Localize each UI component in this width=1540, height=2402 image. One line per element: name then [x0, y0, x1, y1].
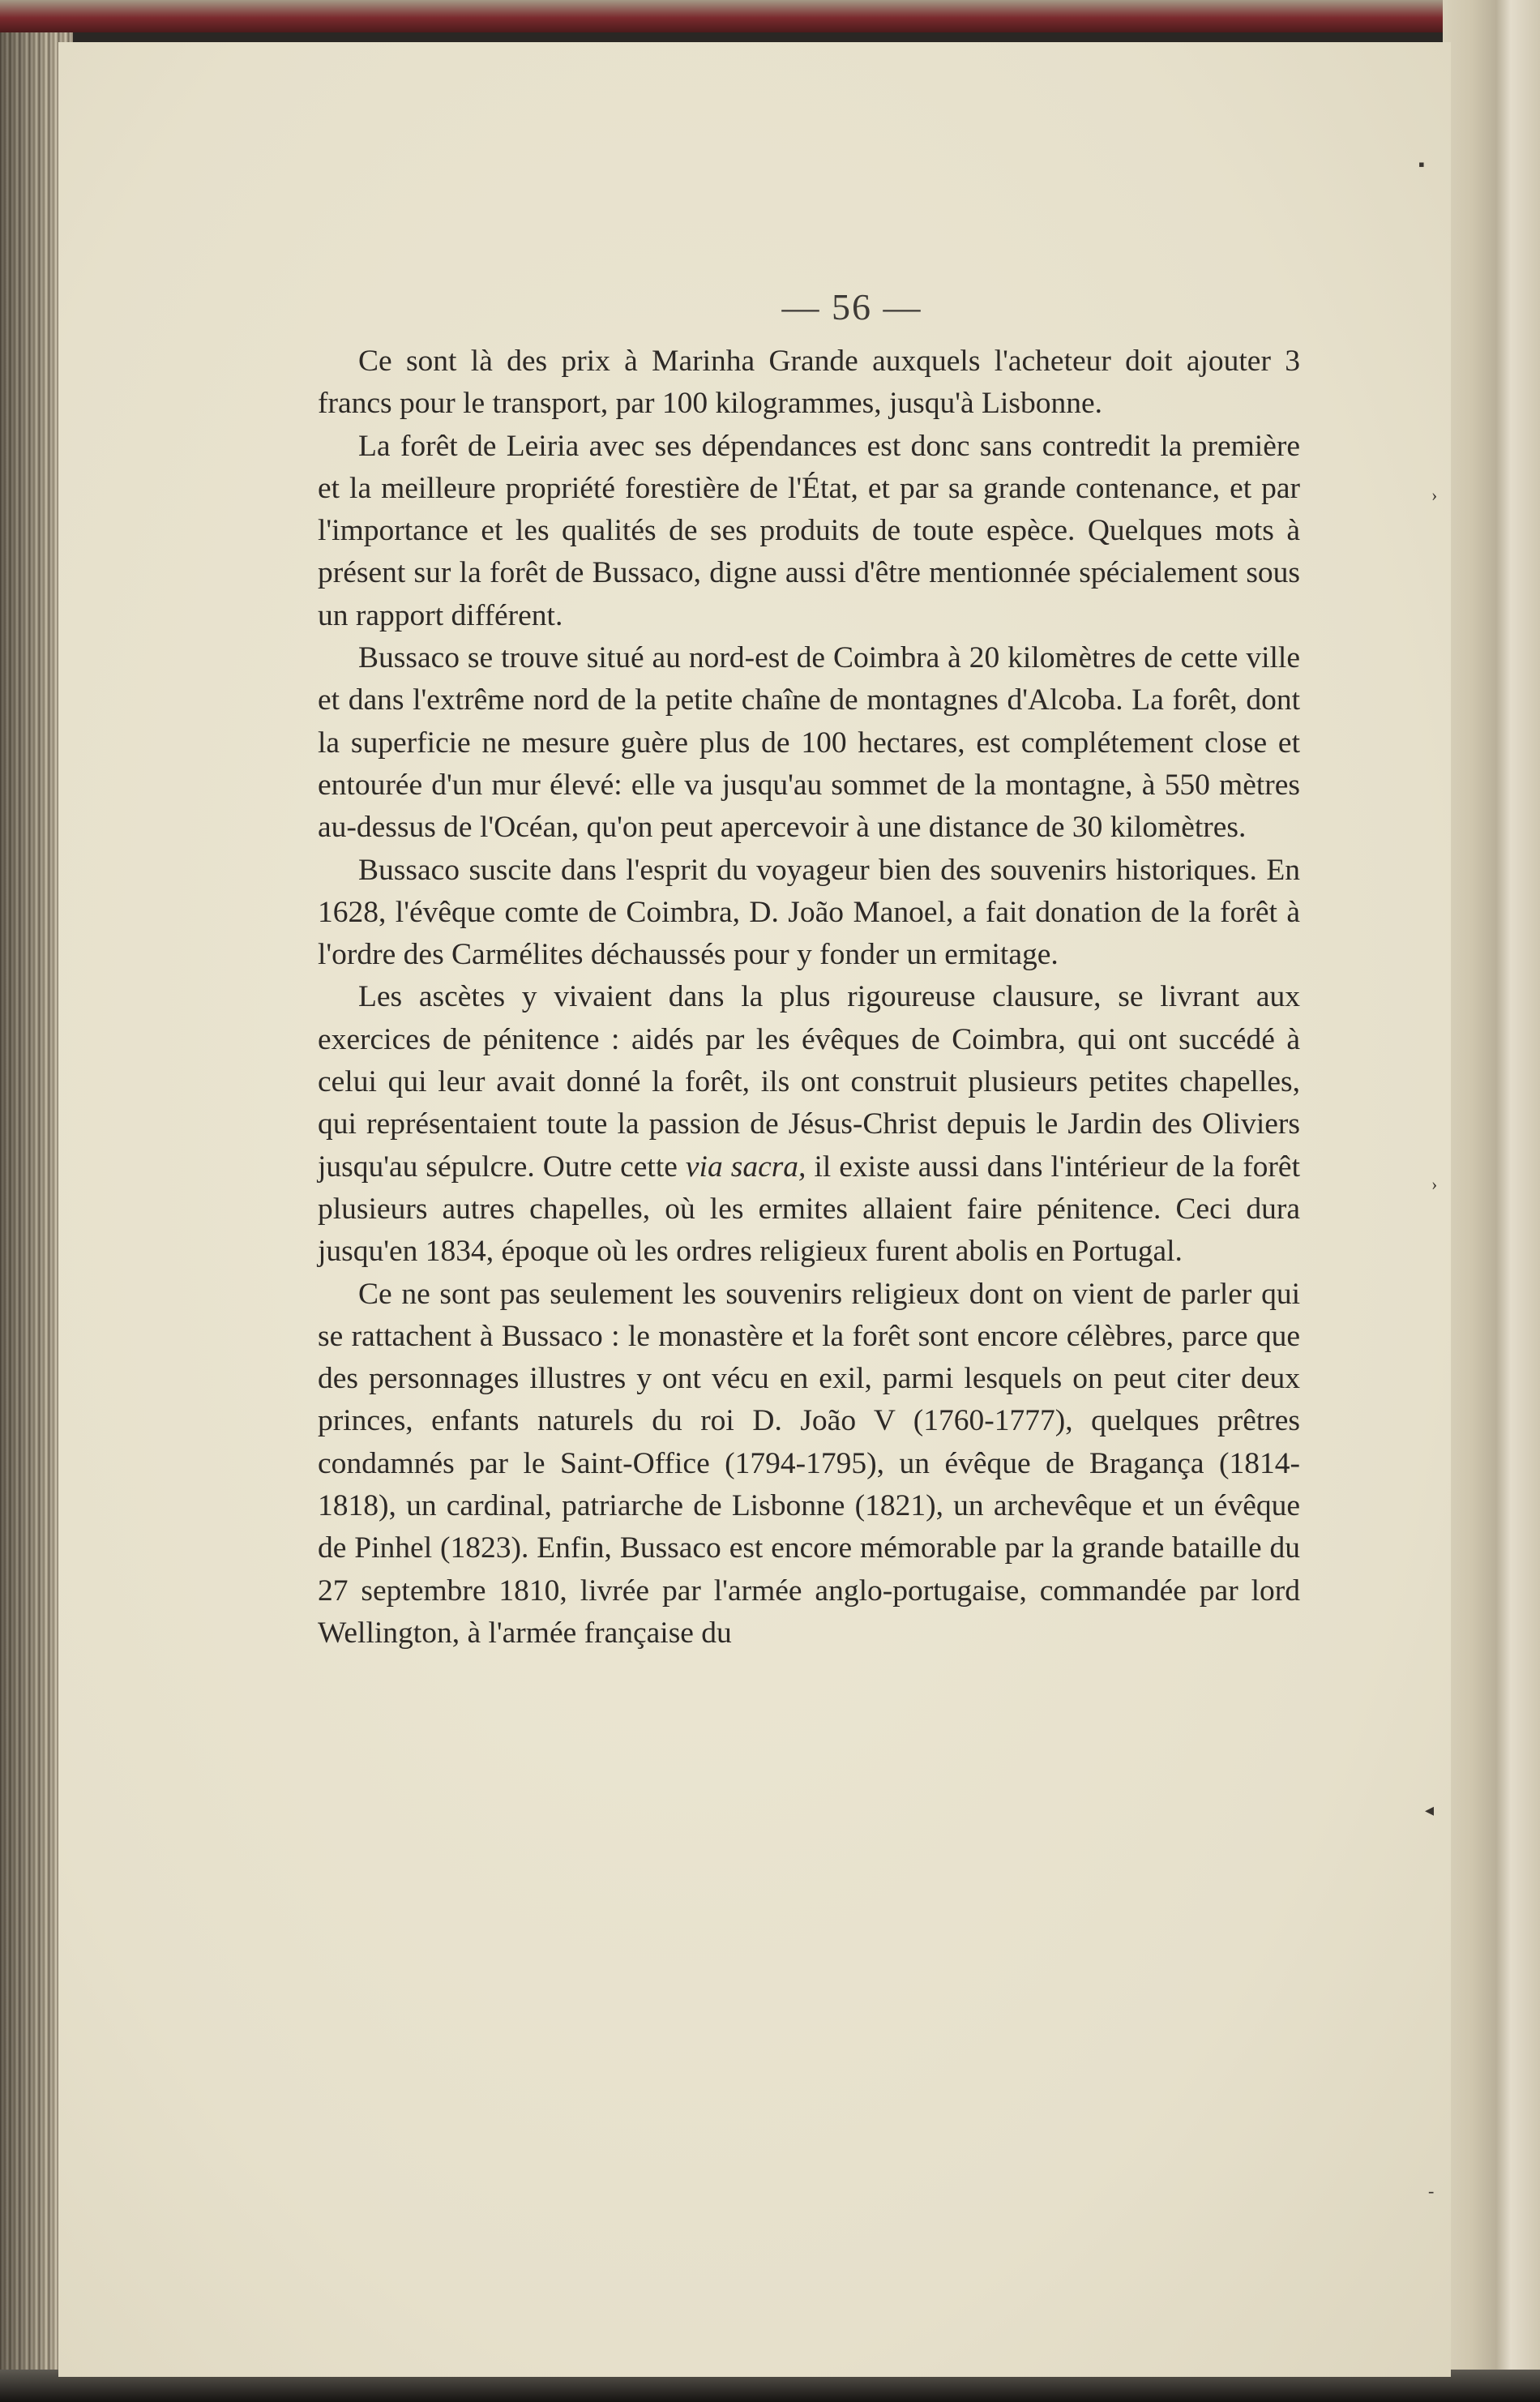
body-text	[318, 340, 1300, 1655]
paragraph: Bussaco suscite dans l'esprit du voyageur bien des souvenirs historiques. En 1628, l'évêque comte de Coimbra, D. João Manoel, a fait donation de la forêt à l'ordre des Carmélites déchaussés pour y fonder un ermitage.	[318, 853, 1300, 972]
margin-mark: ›	[1431, 1174, 1438, 1194]
margin-mark: ›	[1431, 485, 1438, 505]
paragraph: Ce ne sont pas seulement les souvenirs religieux dont on vient de parler qui se rattachent à Bussaco : le monastère et la forêt sont encore célèbres, parce que des personnages illustres y ont vécu en exil, parmi lesquels on peut citer deux princes, enfants naturels du roi D. João V (1760-1777), quelques prêtres condamnés par le Saint-Office (1794-1795), un évêque de Bragança (1814-1818), un cardinal, patriarche de Lisbonne (1821), un archevêque et un évêque de Pinhel (1823). Enfin, Bussaco est encore mémorable par la grande bataille du 27 septembre 1810, livrée par l'armée anglo-portugaise, commandée par lord Wellington, à l'armée française du	[318, 1277, 1300, 1650]
page-number: — 56 —	[156, 285, 1540, 328]
margin-mark: ◂	[1425, 1800, 1435, 1820]
paragraph	[318, 976, 1300, 1273]
scan-right-edge	[1443, 0, 1540, 2402]
paragraph: La forêt de Leiria avec ses dépendances est donc sans contredit la première et la meilleure propriété forestière de l'État, et par sa grande contenance, et par l'importance et les qualités de ses produits de toute espèce. Quelques mots à présent sur la forêt de Bussaco, digne aussi d'être mentionnée spécialement sous un rapport différent.	[318, 429, 1300, 632]
margin-mark: ‑	[1428, 2181, 1435, 2201]
paragraph-text: il existe aussi dans l'intérieur de la forêt plusieurs autres chapelles, où les ermites allaient faire pénitence. Ceci dura jusqu'en 1834, époque où les ordres religieux furent abolis en Portugal.	[318, 1150, 1300, 1269]
italic-phrase: via sacra,	[685, 1150, 806, 1184]
paragraph-text: Les ascètes y vivaient dans la plus rigoureuse clausure, se livrant aux exercices de pénitence : aidés par les évêques de Coimbra, qui ont succédé à celui qui leur avait donné la forêt, ils ont construit plusieurs petites chapelles, qui représentaient toute la passion de Jésus-Christ depuis le Jardin des Oliviers jusqu'au sépulcre. Outre cette	[318, 980, 1300, 1184]
scan-top-edge	[0, 0, 1540, 32]
paragraph: Ce sont là des prix à Marinha Grande auxquels l'acheteur doit ajouter 3 francs pour le transport, par 100 kilogrammes, jusqu'à Lisbonne.	[318, 345, 1300, 421]
margin-mark: ▪	[1418, 154, 1425, 174]
paragraph: Bussaco se trouve situé au nord-est de Coimbra à 20 kilomètres de cette ville et dans l'extrême nord de la petite chaîne de montagnes d'Alcoba. La forêt, dont la superficie ne mesure guère plus de 100 hectares, est complétement close et entourée d'un mur élevé: elle va jusqu'au sommet de la montagne, à 550 mètres au-dessus de l'Océan, qu'on peut apercevoir à une distance de 30 kilomètres.	[318, 641, 1300, 845]
